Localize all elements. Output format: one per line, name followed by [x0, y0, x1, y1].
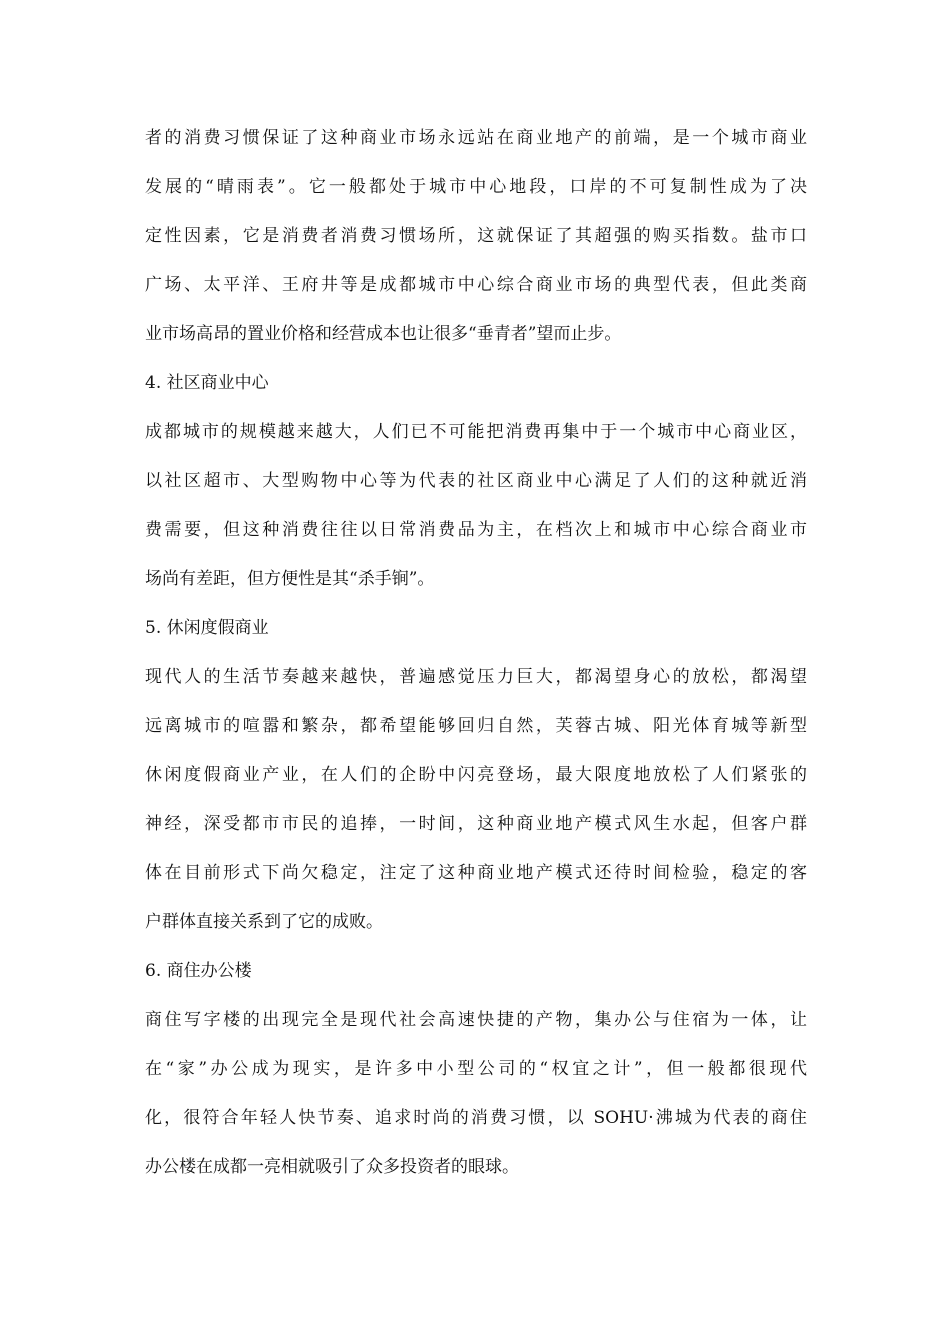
paragraph-line: 定性因素，它是消费者消费习惯场所，这就保证了其超强的购买指数。盐市口	[145, 226, 807, 246]
section-heading-leisure-commerce: 5. 休闲度假商业	[145, 618, 269, 638]
paragraph-line: 以社区超市、大型购物中心等为代表的社区商业中心满足了人们的这种就近消	[145, 471, 807, 491]
paragraph-line: 商住写字楼的出现完全是现代社会高速快捷的产物，集办公与住宿为一体，让	[145, 1010, 807, 1030]
section-heading-commercial-residential-office: 6. 商住办公楼	[145, 961, 252, 981]
paragraph-line: 体在目前形式下尚欠稳定，注定了这种商业地产模式还待时间检验，稳定的客	[145, 863, 807, 883]
paragraph-community-commerce	[145, 412, 807, 608]
paragraph-line: 户群体直接关系到了它的成败。	[145, 912, 383, 932]
paragraph-line: 化，很符合年轻人快节奏、追求时尚的消费习惯，以 SOHU·沸城为代表的商住	[145, 1108, 807, 1128]
paragraph-line: 业市场高昂的置业价格和经营成本也让很多“垂青者”望而止步。	[145, 324, 622, 344]
document-body	[145, 118, 807, 1196]
paragraph-line: 在“家”办公成为现实，是许多中小型公司的“权宜之计”，但一般都很现代	[145, 1059, 807, 1079]
paragraph-line: 远离城市的喧嚣和繁杂，都希望能够回归自然，芙蓉古城、阳光体育城等新型	[145, 716, 807, 736]
paragraph-line: 广场、太平洋、王府井等是成都城市中心综合商业市场的典型代表，但此类商	[145, 275, 807, 295]
section-heading-community-commerce: 4. 社区商业中心	[145, 373, 269, 393]
paragraph-line: 场尚有差距，但方便性是其“杀手锏”。	[145, 569, 435, 589]
paragraph-line: 发展的“晴雨表”。它一般都处于城市中心地段，口岸的不可复制性成为了决	[145, 177, 807, 197]
paragraph-leisure-commerce	[145, 657, 807, 951]
paragraph-commercial-residential-office	[145, 1000, 807, 1196]
paragraph-line: 者的消费习惯保证了这种商业市场永远站在商业地产的前端，是一个城市商业	[145, 128, 807, 148]
paragraph-line: 办公楼在成都一亮相就吸引了众多投资者的眼球。	[145, 1157, 519, 1177]
paragraph-line: 费需要，但这种消费往往以日常消费品为主，在档次上和城市中心综合商业市	[145, 520, 807, 540]
paragraph-line: 神经，深受都市市民的追捧，一时间，这种商业地产模式风生水起，但客户群	[145, 814, 807, 834]
paragraph-city-center-commerce	[145, 118, 807, 363]
paragraph-line: 休闲度假商业产业，在人们的企盼中闪亮登场，最大限度地放松了人们紧张的	[145, 765, 807, 785]
paragraph-line: 现代人的生活节奏越来越快，普遍感觉压力巨大，都渴望身心的放松，都渴望	[145, 667, 807, 687]
paragraph-line: 成都城市的规模越来越大，人们已不可能把消费再集中于一个城市中心商业区，	[145, 422, 807, 442]
